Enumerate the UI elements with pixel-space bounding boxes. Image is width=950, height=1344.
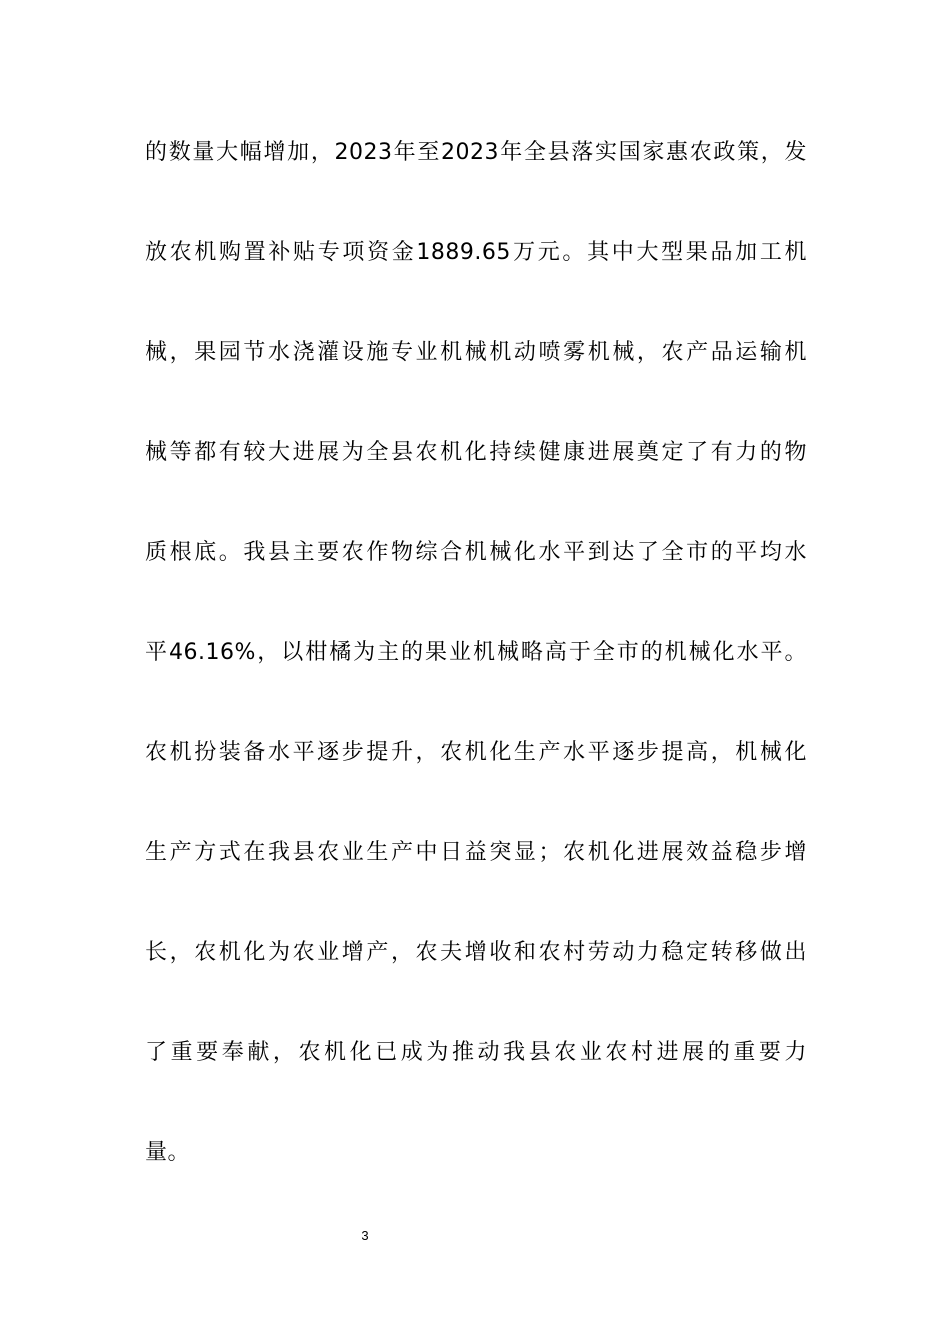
text-line: 的数量大幅增加，2023年至2023年全县落实国家惠农政策，发 xyxy=(145,140,807,165)
text-line: 了重要奉献，农机化已成为推动我县农业农村进展的重要力 xyxy=(145,1040,807,1065)
text-line: 械等都有较大进展为全县农机化持续健康进展奠定了有力的物 xyxy=(145,440,807,465)
text-line: 长，农机化为农业增产，农夫增收和农村劳动力稳定转移做出 xyxy=(145,940,807,965)
text-line: 质根底。我县主要农作物综合机械化水平到达了全市的平均水 xyxy=(145,540,807,565)
body-text xyxy=(145,128,807,1228)
text-line: 量。 xyxy=(145,1140,191,1165)
text-line: 放农机购置补贴专项资金1889.65万元。其中大型果品加工机 xyxy=(145,240,807,265)
text-line: 械，果园节水浇灌设施专业机械机动喷雾机械，农产品运输机 xyxy=(145,340,807,365)
text-line: 农机扮装备水平逐步提升，农机化生产水平逐步提高，机械化 xyxy=(145,740,807,765)
text-line: 平46.16%，以柑橘为主的果业机械略高于全市的机械化水平。 xyxy=(145,640,807,665)
page-number: 3 xyxy=(361,1228,369,1243)
text-line: 生产方式在我县农业生产中日益突显；农机化进展效益稳步增 xyxy=(145,840,807,865)
